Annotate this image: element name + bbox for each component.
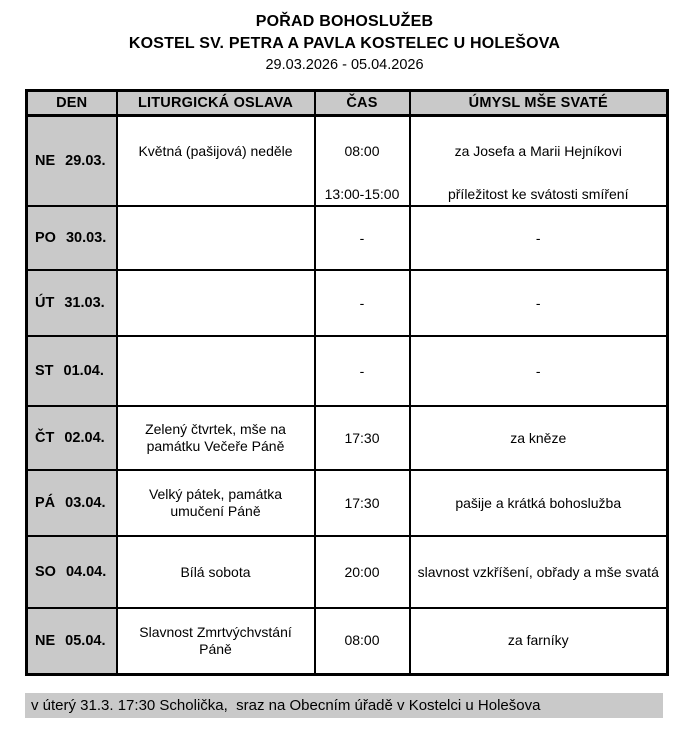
intention-cell: za farníky <box>410 608 668 674</box>
day-abbrev: NE <box>35 632 56 649</box>
intention-cell <box>410 116 668 207</box>
day-date: 01.04. <box>63 363 104 379</box>
day-abbrev: PO <box>35 230 56 246</box>
celebration-cell: Velký pátek, památka umučení Páně <box>117 470 315 536</box>
day-cell <box>27 536 117 608</box>
intention-cell: - <box>410 206 668 270</box>
page-title: POŘAD BOHOSLUŽEB <box>255 13 434 30</box>
day-date: 29.03. <box>65 153 106 169</box>
intention-cell: pašije a krátká bohoslužba <box>410 470 668 536</box>
schedule-table <box>25 89 669 676</box>
celebration-cell <box>117 336 315 406</box>
time-cell: - <box>315 270 410 336</box>
table-row <box>27 336 668 406</box>
intention-cell: - <box>410 336 668 406</box>
table-row <box>27 608 668 674</box>
day-date: 03.04. <box>65 495 106 511</box>
day-cell <box>27 270 117 336</box>
time-cell: - <box>315 336 410 406</box>
day-cell <box>27 470 117 536</box>
celebration-cell: Bílá sobota <box>117 536 315 608</box>
time-cell: 20:00 <box>315 536 410 608</box>
intention-text: za Josefa a Marii Hejníkovi <box>454 143 622 159</box>
time-cell <box>315 116 410 207</box>
time-cell: - <box>315 206 410 270</box>
day-date: 31.03. <box>64 295 105 311</box>
day-abbrev: NE <box>35 153 56 169</box>
footer-note: v úterý 31.3. 17:30 Scholička, sraz na Obecním úřadě v Kostelci u Holešova <box>25 693 663 718</box>
celebration-cell: Zelený čtvrtek, mše na památku Večeře Páně <box>117 406 315 470</box>
table-header-row <box>27 91 668 116</box>
intention-cell: - <box>410 270 668 336</box>
intention-cell: za kněze <box>410 406 668 470</box>
column-header-den: DEN <box>27 91 117 116</box>
date-range: 29.03.2026 - 05.04.2026 <box>265 57 424 73</box>
day-abbrev: PÁ <box>35 495 56 511</box>
celebration-cell <box>117 206 315 270</box>
church-name: KOSTEL SV. PETRA A PAVLA KOSTELEC U HOLEŠOVA <box>128 35 561 52</box>
celebration-cell <box>117 116 315 207</box>
column-header-liturgicka-oslava: LITURGICKÁ OSLAVA <box>117 91 315 116</box>
day-date: 05.04. <box>65 632 106 649</box>
time-cell: 08:00 <box>315 608 410 674</box>
day-abbrev: ÚT <box>35 295 55 311</box>
column-header-cas: ČAS <box>315 91 410 116</box>
day-abbrev: ČT <box>35 430 55 446</box>
intention-text: příležitost ke svátosti smíření <box>447 186 629 202</box>
day-cell <box>27 116 117 207</box>
time-text: 13:00-15:00 <box>324 186 400 202</box>
time-cell: 17:30 <box>315 406 410 470</box>
table-row <box>27 206 668 270</box>
day-cell <box>27 608 117 674</box>
day-cell <box>27 406 117 470</box>
intention-cell: slavnost vzkříšení, obřady a mše svatá <box>410 536 668 608</box>
day-cell <box>27 336 117 406</box>
day-abbrev: SO <box>35 564 56 580</box>
table-row <box>27 470 668 536</box>
celebration-cell: Slavnost Zmrtvýchvstání Páně <box>117 608 315 674</box>
day-cell <box>27 206 117 270</box>
table-row <box>27 536 668 608</box>
celebration-cell <box>117 270 315 336</box>
table-row <box>27 116 668 207</box>
day-date: 02.04. <box>64 430 105 446</box>
column-header-umysl: ÚMYSL MŠE SVATÉ <box>410 91 668 116</box>
table-row <box>27 270 668 336</box>
day-date: 30.03. <box>65 230 107 246</box>
document-header <box>0 0 689 73</box>
day-date: 04.04. <box>65 564 107 580</box>
celebration-text: Květná (pašijová) neděle <box>138 143 293 159</box>
time-text: 08:00 <box>344 143 380 159</box>
day-abbrev: ST <box>35 363 54 379</box>
time-cell: 17:30 <box>315 470 410 536</box>
table-row <box>27 406 668 470</box>
